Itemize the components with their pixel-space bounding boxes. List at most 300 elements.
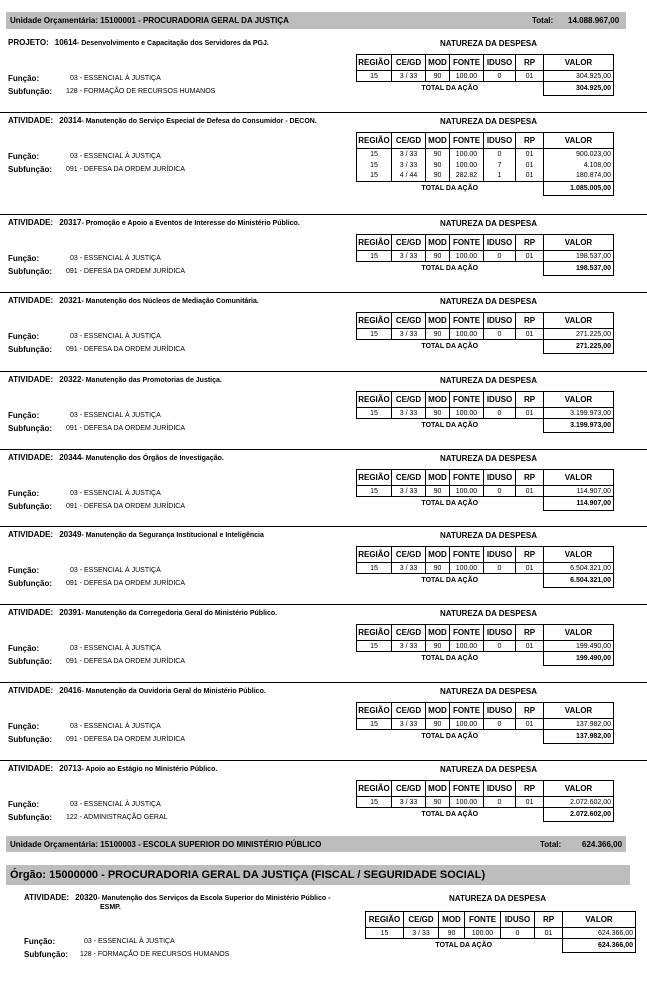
- table-cell: 0: [484, 71, 516, 82]
- action-type: ATIVIDADE:: [8, 453, 54, 462]
- funcao-label: Função:: [8, 644, 40, 653]
- table-cell: 199.490,00: [544, 641, 614, 652]
- natureza-table: [356, 780, 614, 822]
- section-divider: [0, 604, 647, 605]
- total-acao-value: 198.537,00: [544, 262, 614, 276]
- table-cell: 0: [484, 563, 516, 574]
- funcao-label: Função:: [8, 152, 40, 161]
- subfuncao-value: 091 - DEFESA DA ORDEM JURÍDICA: [66, 166, 186, 173]
- table-cell: 2.072.602,00: [544, 797, 614, 808]
- column-header: FONTE: [450, 781, 484, 797]
- column-header: CE/GD: [392, 55, 426, 71]
- subfuncao-label: Subfunção:: [8, 502, 52, 511]
- column-header: FONTE: [450, 313, 484, 329]
- table-cell: 01: [516, 641, 544, 652]
- table-cell: 100.00: [450, 797, 484, 808]
- total-row: [357, 340, 614, 354]
- table-cell: 01: [516, 329, 544, 340]
- column-header: IDUSO: [484, 313, 516, 329]
- table-row: [357, 149, 614, 160]
- natureza-table: [356, 702, 614, 744]
- action-title: [8, 608, 277, 617]
- funcao-value: 03 - ESSENCIAL À JUSTIÇA: [70, 645, 161, 652]
- action-description: - Manutenção do Serviço Especial de Defesa do Consumidor - DECON.: [81, 118, 317, 125]
- natureza-despesa-label: NATUREZA DA DESPESA: [440, 531, 538, 540]
- column-header: VALOR: [544, 313, 614, 329]
- table-header-row: [357, 625, 614, 641]
- table-header-row: [366, 912, 636, 928]
- natureza-despesa-label: NATUREZA DA DESPESA: [440, 609, 538, 618]
- section-divider: [0, 292, 647, 293]
- action-type: ATIVIDADE:: [8, 608, 54, 617]
- column-header: CE/GD: [404, 912, 439, 928]
- action-code: 20320: [75, 893, 98, 902]
- table-cell: 15: [357, 641, 392, 652]
- table-cell: 01: [516, 251, 544, 262]
- column-header: CE/GD: [392, 470, 426, 486]
- table-cell: 6.504.321,00: [544, 563, 614, 574]
- table-row: [357, 719, 614, 730]
- table-cell: 900.023,00: [544, 149, 614, 160]
- natureza-despesa-label: NATUREZA DA DESPESA: [440, 297, 538, 306]
- total-acao-label: TOTAL DA AÇÃO: [421, 500, 479, 508]
- column-header: MOD: [426, 470, 450, 486]
- table-row: [357, 171, 614, 182]
- action-type: ATIVIDADE:: [8, 296, 54, 305]
- table-cell: 01: [516, 408, 544, 419]
- table-cell: 90: [426, 251, 450, 262]
- table-cell: 3 / 33: [392, 160, 426, 171]
- total-row: [357, 730, 614, 744]
- action-title: [8, 218, 300, 227]
- column-header: RP: [516, 133, 544, 149]
- column-header: IDUSO: [484, 781, 516, 797]
- action-code: 20321: [59, 296, 82, 305]
- section-divider: [0, 682, 647, 683]
- column-header: CE/GD: [392, 392, 426, 408]
- orgao-header-band: [6, 865, 630, 885]
- total-acao-value: 137.982,00: [544, 730, 614, 744]
- unit-header-band: [6, 12, 626, 29]
- action-code: 10614: [54, 38, 77, 47]
- column-header: REGIÃO: [357, 781, 392, 797]
- column-header: REGIÃO: [366, 912, 404, 928]
- column-header: MOD: [426, 392, 450, 408]
- table-cell: 1: [484, 171, 516, 182]
- table-cell: 0: [501, 928, 535, 939]
- column-header: REGIÃO: [357, 470, 392, 486]
- table-cell: 90: [426, 563, 450, 574]
- natureza-despesa-label: NATUREZA DA DESPESA: [440, 765, 538, 774]
- action-title: [8, 38, 269, 47]
- table-header-row: [357, 313, 614, 329]
- column-header: MOD: [426, 781, 450, 797]
- section-divider: [0, 214, 647, 215]
- funcao-value: 03 - ESSENCIAL À JUSTIÇA: [70, 75, 161, 82]
- action-type: ATIVIDADE:: [8, 218, 54, 227]
- subfuncao-value: 091 - DEFESA DA ORDEM JURÍDICA: [66, 503, 186, 510]
- subfuncao-label: Subfunção:: [8, 345, 52, 354]
- action-description-cont: ESMP.: [100, 904, 121, 911]
- table-cell: 0: [484, 797, 516, 808]
- column-header: MOD: [426, 547, 450, 563]
- action-code: 20317: [59, 218, 82, 227]
- unit-total-label: Total:: [532, 16, 554, 25]
- table-cell: 198.537,00: [544, 251, 614, 262]
- action-code: 20391: [59, 608, 82, 617]
- column-header: IDUSO: [484, 133, 516, 149]
- table-cell: 15: [366, 928, 404, 939]
- action-description: - Manutenção dos Serviços da Escola Superior do Ministério Público -: [97, 895, 331, 902]
- total-acao-label: TOTAL DA AÇÃO: [421, 85, 479, 93]
- table-row: [357, 797, 614, 808]
- natureza-table: [365, 911, 636, 953]
- column-header: IDUSO: [484, 547, 516, 563]
- table-cell: 90: [439, 928, 465, 939]
- table-cell: 3 / 33: [392, 486, 426, 497]
- subfuncao-label: Subfunção:: [8, 579, 52, 588]
- column-header: CE/GD: [392, 313, 426, 329]
- table-cell: 90: [426, 329, 450, 340]
- column-header: VALOR: [544, 392, 614, 408]
- column-header: CE/GD: [392, 781, 426, 797]
- action-type: ATIVIDADE:: [8, 375, 54, 384]
- funcao-value: 03 - ESSENCIAL À JUSTIÇA: [70, 567, 161, 574]
- table-cell: 3 / 33: [392, 408, 426, 419]
- column-header: FONTE: [450, 703, 484, 719]
- natureza-despesa-label: NATUREZA DA DESPESA: [440, 219, 538, 228]
- total-acao-label: TOTAL DA AÇÃO: [421, 343, 479, 351]
- total-row: [357, 652, 614, 666]
- action-description: - Manutenção das Promotorias de Justiça.: [81, 377, 222, 384]
- total-acao-value: 2.072.602,00: [544, 808, 614, 822]
- funcao-label: Função:: [8, 254, 40, 263]
- column-header: MOD: [426, 313, 450, 329]
- column-header: VALOR: [563, 912, 636, 928]
- action-type: ATIVIDADE:: [8, 116, 54, 125]
- column-header: RP: [516, 313, 544, 329]
- natureza-table: [356, 391, 614, 433]
- column-header: CE/GD: [392, 235, 426, 251]
- table-cell: 3 / 33: [392, 797, 426, 808]
- total-row: [357, 82, 614, 96]
- unit-header-band: [6, 836, 626, 852]
- table-row: [366, 928, 636, 939]
- column-header: RP: [516, 625, 544, 641]
- funcao-value: 03 - ESSENCIAL À JUSTIÇA: [70, 412, 161, 419]
- column-header: IDUSO: [484, 55, 516, 71]
- table-cell: 0: [484, 408, 516, 419]
- table-cell: 100.00: [450, 149, 484, 160]
- table-cell: 90: [426, 160, 450, 171]
- subfuncao-label: Subfunção:: [24, 950, 68, 959]
- total-row: [357, 808, 614, 822]
- table-cell: 90: [426, 486, 450, 497]
- total-acao-value: 1.085.005,00: [544, 182, 614, 196]
- total-acao-value: 6.504.321,00: [544, 574, 614, 588]
- funcao-label: Função:: [8, 332, 40, 341]
- action-title: [8, 453, 224, 462]
- natureza-despesa-label: NATUREZA DA DESPESA: [440, 39, 538, 48]
- column-header: REGIÃO: [357, 313, 392, 329]
- table-cell: 624.366,00: [563, 928, 636, 939]
- table-cell: 90: [426, 171, 450, 182]
- total-acao-value: 3.199.973,00: [544, 419, 614, 433]
- table-cell: 100.00: [450, 408, 484, 419]
- funcao-label: Função:: [8, 74, 40, 83]
- column-header: CE/GD: [392, 547, 426, 563]
- table-row: [357, 160, 614, 171]
- table-header-row: [357, 470, 614, 486]
- subfuncao-value: 091 - DEFESA DA ORDEM JURÍDICA: [66, 346, 186, 353]
- action-type: ATIVIDADE:: [8, 530, 54, 539]
- unit-label: Unidade Orçamentária: 15100003 - ESCOLA SUPERIOR DO MINISTÉRIO PÚBLICO: [10, 840, 322, 849]
- table-cell: 15: [357, 797, 392, 808]
- column-header: REGIÃO: [357, 703, 392, 719]
- table-header-row: [357, 547, 614, 563]
- natureza-table: [356, 54, 614, 96]
- column-header: REGIÃO: [357, 625, 392, 641]
- total-acao-label: TOTAL DA AÇÃO: [421, 577, 479, 585]
- subfuncao-label: Subfunção:: [8, 657, 52, 666]
- subfuncao-value: 128 - FORMAÇÃO DE RECURSOS HUMANOS: [80, 951, 230, 958]
- table-cell: 7: [484, 160, 516, 171]
- action-description: - Manutenção dos Núcleos de Mediação Comunitária.: [81, 298, 259, 305]
- funcao-value: 03 - ESSENCIAL À JUSTIÇA: [70, 490, 161, 497]
- column-header: IDUSO: [484, 470, 516, 486]
- table-cell: 0: [484, 329, 516, 340]
- natureza-table: [356, 546, 614, 588]
- column-header: IDUSO: [501, 912, 535, 928]
- table-cell: 01: [516, 563, 544, 574]
- funcao-value: 03 - ESSENCIAL À JUSTIÇA: [70, 723, 161, 730]
- column-header: REGIÃO: [357, 235, 392, 251]
- column-header: REGIÃO: [357, 55, 392, 71]
- total-row: [366, 939, 636, 953]
- action-code: 20713: [59, 764, 82, 773]
- table-cell: 15: [357, 149, 392, 160]
- column-header: MOD: [426, 625, 450, 641]
- column-header: FONTE: [450, 55, 484, 71]
- table-row: [357, 251, 614, 262]
- table-cell: 180.874,00: [544, 171, 614, 182]
- funcao-label: Função:: [8, 800, 40, 809]
- table-cell: 90: [426, 149, 450, 160]
- table-row: [357, 71, 614, 82]
- natureza-despesa-label: NATUREZA DA DESPESA: [440, 454, 538, 463]
- table-row: [357, 641, 614, 652]
- unit-total-value: 14.088.967,00: [568, 16, 620, 25]
- table-cell: 137.982,00: [544, 719, 614, 730]
- funcao-label: Função:: [8, 411, 40, 420]
- table-cell: 100.00: [465, 928, 501, 939]
- column-header: RP: [535, 912, 563, 928]
- action-description: - Desenvolvimento e Capacitação dos Servidores da PGJ.: [77, 40, 269, 47]
- column-header: RP: [516, 392, 544, 408]
- table-cell: 3.199.973,00: [544, 408, 614, 419]
- table-cell: 90: [426, 641, 450, 652]
- natureza-table: [356, 312, 614, 354]
- action-code: 20322: [59, 375, 82, 384]
- column-header: FONTE: [450, 547, 484, 563]
- natureza-despesa-label: NATUREZA DA DESPESA: [449, 894, 547, 903]
- table-cell: 15: [357, 251, 392, 262]
- subfuncao-value: 128 - FORMAÇÃO DE RECURSOS HUMANOS: [66, 88, 216, 95]
- column-header: FONTE: [450, 133, 484, 149]
- subfuncao-label: Subfunção:: [8, 87, 52, 96]
- funcao-value: 03 - ESSENCIAL À JUSTIÇA: [70, 801, 161, 808]
- table-cell: 90: [426, 71, 450, 82]
- subfuncao-value: 091 - DEFESA DA ORDEM JURÍDICA: [66, 658, 186, 665]
- column-header: MOD: [426, 235, 450, 251]
- subfuncao-label: Subfunção:: [8, 267, 52, 276]
- table-cell: 304.925,00: [544, 71, 614, 82]
- subfuncao-value: 091 - DEFESA DA ORDEM JURÍDICA: [66, 580, 186, 587]
- section-divider: [0, 760, 647, 761]
- column-header: RP: [516, 781, 544, 797]
- orgao-label: Órgão: 15000000 - PROCURADORIA GERAL DA JUSTIÇA (FISCAL / SEGURIDADE SOCIAL): [10, 869, 486, 881]
- column-header: REGIÃO: [357, 392, 392, 408]
- section-divider: [0, 526, 647, 527]
- natureza-table: [356, 469, 614, 511]
- table-cell: 271.225,00: [544, 329, 614, 340]
- column-header: IDUSO: [484, 625, 516, 641]
- table-cell: 90: [426, 719, 450, 730]
- column-header: VALOR: [544, 55, 614, 71]
- column-header: MOD: [426, 133, 450, 149]
- column-header: RP: [516, 235, 544, 251]
- funcao-label: Função:: [8, 489, 40, 498]
- table-cell: 0: [484, 641, 516, 652]
- table-cell: 3 / 33: [392, 251, 426, 262]
- action-title: [24, 893, 330, 911]
- table-header-row: [357, 55, 614, 71]
- column-header: CE/GD: [392, 625, 426, 641]
- total-row: [357, 182, 614, 196]
- table-cell: 100.00: [450, 160, 484, 171]
- funcao-label: Função:: [8, 722, 40, 731]
- table-cell: 01: [535, 928, 563, 939]
- total-acao-label: TOTAL DA AÇÃO: [435, 942, 493, 950]
- table-cell: 01: [516, 71, 544, 82]
- action-code: 20344: [59, 453, 82, 462]
- table-cell: 3 / 33: [392, 719, 426, 730]
- action-description: - Manutenção da Segurança Institucional e Inteligência: [81, 532, 264, 539]
- column-header: MOD: [439, 912, 465, 928]
- column-header: CE/GD: [392, 133, 426, 149]
- column-header: CE/GD: [392, 703, 426, 719]
- table-cell: 3 / 33: [392, 71, 426, 82]
- table-cell: 01: [516, 149, 544, 160]
- table-cell: 100.00: [450, 251, 484, 262]
- section-divider: [0, 449, 647, 450]
- column-header: MOD: [426, 55, 450, 71]
- table-cell: 90: [426, 797, 450, 808]
- funcao-value: 03 - ESSENCIAL À JUSTIÇA: [70, 255, 161, 262]
- total-row: [357, 574, 614, 588]
- total-acao-label: TOTAL DA AÇÃO: [421, 185, 479, 193]
- table-header-row: [357, 392, 614, 408]
- total-acao-label: TOTAL DA AÇÃO: [421, 655, 479, 663]
- table-cell: 01: [516, 160, 544, 171]
- table-cell: 15: [357, 160, 392, 171]
- total-acao-label: TOTAL DA AÇÃO: [421, 265, 479, 273]
- action-description: - Apoio ao Estágio no Ministério Público.: [81, 766, 218, 773]
- total-row: [357, 419, 614, 433]
- column-header: RP: [516, 547, 544, 563]
- table-cell: 0: [484, 486, 516, 497]
- total-acao-label: TOTAL DA AÇÃO: [421, 733, 479, 741]
- subfuncao-label: Subfunção:: [8, 735, 52, 744]
- column-header: VALOR: [544, 781, 614, 797]
- column-header: IDUSO: [484, 392, 516, 408]
- table-header-row: [357, 703, 614, 719]
- table-cell: 0: [484, 149, 516, 160]
- unit-total-label: Total:: [540, 840, 562, 849]
- natureza-despesa-label: NATUREZA DA DESPESA: [440, 376, 538, 385]
- action-type: PROJETO:: [8, 38, 49, 47]
- table-row: [357, 486, 614, 497]
- action-code: 20314: [59, 116, 82, 125]
- column-header: RP: [516, 470, 544, 486]
- table-cell: 0: [484, 251, 516, 262]
- funcao-value: 03 - ESSENCIAL À JUSTIÇA: [70, 333, 161, 340]
- column-header: RP: [516, 55, 544, 71]
- table-row: [357, 408, 614, 419]
- funcao-value: 03 - ESSENCIAL À JUSTIÇA: [70, 153, 161, 160]
- action-code: 20416: [59, 686, 82, 695]
- action-type: ATIVIDADE:: [8, 686, 54, 695]
- subfuncao-label: Subfunção:: [8, 424, 52, 433]
- action-code: 20349: [59, 530, 82, 539]
- table-cell: 3 / 33: [392, 563, 426, 574]
- natureza-table: [356, 132, 614, 196]
- table-header-row: [357, 133, 614, 149]
- column-header: VALOR: [544, 133, 614, 149]
- column-header: VALOR: [544, 703, 614, 719]
- table-cell: 282.82: [450, 171, 484, 182]
- unit-label: Unidade Orçamentária: 15100001 - PROCURADORIA GERAL DA JUSTIÇA: [10, 16, 289, 25]
- table-cell: 100.00: [450, 641, 484, 652]
- table-cell: 15: [357, 486, 392, 497]
- table-cell: 01: [516, 797, 544, 808]
- table-cell: 4.108,00: [544, 160, 614, 171]
- total-acao-label: TOTAL DA AÇÃO: [421, 811, 479, 819]
- total-acao-value: 624.366,00: [563, 939, 636, 953]
- subfuncao-value: 122 - ADMINISTRAÇÃO GERAL: [66, 814, 168, 821]
- section-divider: [0, 112, 647, 113]
- total-acao-value: 271.225,00: [544, 340, 614, 354]
- total-row: [357, 497, 614, 511]
- action-type: ATIVIDADE:: [8, 764, 54, 773]
- column-header: FONTE: [450, 470, 484, 486]
- column-header: FONTE: [450, 625, 484, 641]
- table-cell: 3 / 33: [392, 329, 426, 340]
- table-cell: 100.00: [450, 71, 484, 82]
- natureza-despesa-label: NATUREZA DA DESPESA: [440, 687, 538, 696]
- table-cell: 01: [516, 719, 544, 730]
- table-cell: 15: [357, 329, 392, 340]
- subfuncao-value: 091 - DEFESA DA ORDEM JURÍDICA: [66, 736, 186, 743]
- table-cell: 100.00: [450, 719, 484, 730]
- action-title: [8, 686, 266, 695]
- subfuncao-value: 091 - DEFESA DA ORDEM JURÍDICA: [66, 268, 186, 275]
- action-title: [8, 530, 264, 539]
- column-header: VALOR: [544, 235, 614, 251]
- action-description: - Promoção e Apoio a Eventos de Interesse do Ministério Público.: [81, 220, 300, 227]
- table-cell: 01: [516, 486, 544, 497]
- natureza-despesa-label: NATUREZA DA DESPESA: [440, 117, 538, 126]
